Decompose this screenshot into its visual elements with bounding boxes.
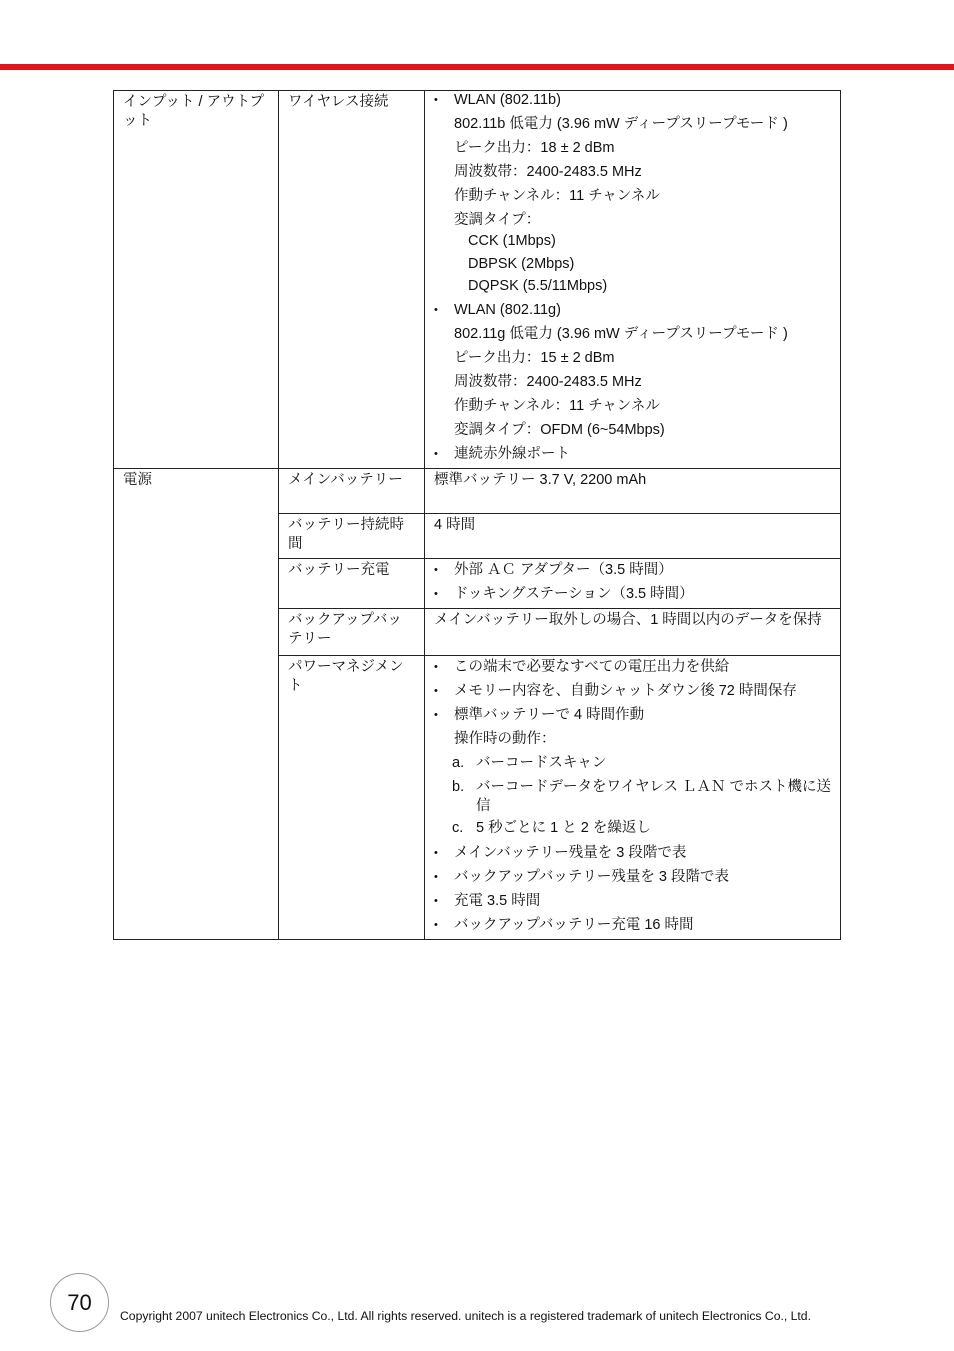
item-cell: バッテリー持続時間: [279, 513, 425, 558]
list-item: • ドッキングステーション（3.5 時間）: [434, 585, 831, 604]
list-item: • 外部 ＡＣ アダプター（3.5 時間）: [434, 561, 831, 580]
step-item: [434, 778, 836, 816]
spec-line: 作動チャンネル：11 チャンネル: [454, 397, 660, 414]
spec-line: 802.11b 低電力 (3.96 mW ディープスリープモード ): [454, 116, 788, 132]
value-cell: [425, 558, 841, 608]
spec-line: ピーク出力：15 ± 2 dBm: [454, 349, 615, 366]
spec-line: 変調タイプ：: [454, 212, 541, 228]
list-item: • メインバッテリー残量を 3 段階で表: [434, 844, 836, 863]
list-item: • 連続赤外線ポート: [434, 445, 831, 464]
modulation-item: CCK (1Mbps): [468, 233, 556, 249]
spec-line: 802.11g 低電力 (3.96 mW ディープスリープモード ): [454, 325, 788, 342]
item-cell: バッテリー充電: [279, 558, 425, 608]
value-cell: メインバッテリー取外しの場合、1 時間以内のデータを保持: [425, 608, 841, 655]
list-item: • WLAN (802.11g): [434, 301, 831, 320]
modulation-item: DBPSK (2Mbps): [468, 255, 575, 272]
spec-line: ピーク出力：18 ± 2 dBm: [454, 140, 615, 156]
spec-table: [113, 90, 841, 940]
spec-line: 周波数帯：2400-2483.5 MHz: [454, 164, 642, 180]
step-letter: b.: [452, 778, 465, 795]
value-cell: [425, 655, 841, 939]
list-item: • メモリー内容を、自動シャットダウン後 72 時間保存: [434, 682, 836, 701]
value-cell: [425, 91, 841, 469]
step-text: バーコードデータをワイヤレス ＬＡＮ でホスト機に送信: [476, 778, 832, 814]
value-cell: 標準バッテリー 3.7 V, 2200 mAh: [425, 468, 841, 513]
list-item: • 充電 3.5 時間: [434, 892, 836, 911]
item-cell: バックアップバッテリー: [279, 608, 425, 655]
modulation-item: DQPSK (5.5/11Mbps): [468, 278, 608, 294]
spec-line: 変調タイプ：OFDM (6~54Mbps): [454, 421, 665, 438]
list-item: • バックアップバッテリー残量を 3 段階で表: [434, 868, 836, 887]
table-row: [114, 91, 841, 469]
step-letter: a.: [452, 754, 465, 771]
step-text: バーコードスキャン: [476, 754, 607, 771]
value-cell: 4 時間: [425, 513, 841, 558]
category-cell: インプット / アウトプット: [114, 91, 279, 469]
item-cell: パワーマネジメント: [279, 655, 425, 939]
category-cell: 電源: [114, 468, 279, 939]
spec-line: 周波数帯：2400-2483.5 MHz: [454, 373, 642, 390]
list-item: • WLAN (802.11b): [434, 91, 831, 110]
page-number: 70: [50, 1273, 109, 1332]
step-item: [434, 754, 836, 773]
copyright-notice: Copyright 2007 unitech Electronics Co., Ltd. All rights reserved. unitech is a registered trademark of unitech Electronics Co., Ltd.: [120, 1309, 811, 1323]
list-item: • この端末で必要なすべての電圧出力を供給: [434, 658, 836, 677]
list-item: • 標準バッテリーで 4 時間作動: [434, 706, 836, 725]
table-row: [114, 468, 841, 513]
spec-line: 作動チャンネル：11 チャンネル: [454, 188, 660, 204]
header-accent-bar: [0, 64, 954, 70]
operation-label: 操作時の動作：: [454, 730, 556, 747]
step-text: 5 秒ごとに 1 と 2 を繰返し: [476, 819, 651, 836]
step-item: [434, 819, 836, 838]
step-letter: c.: [452, 819, 464, 836]
item-cell: メインバッテリー: [279, 468, 425, 513]
item-cell: ワイヤレス接続: [279, 91, 425, 469]
list-item: • バックアップバッテリー充電 16 時間: [434, 916, 836, 935]
